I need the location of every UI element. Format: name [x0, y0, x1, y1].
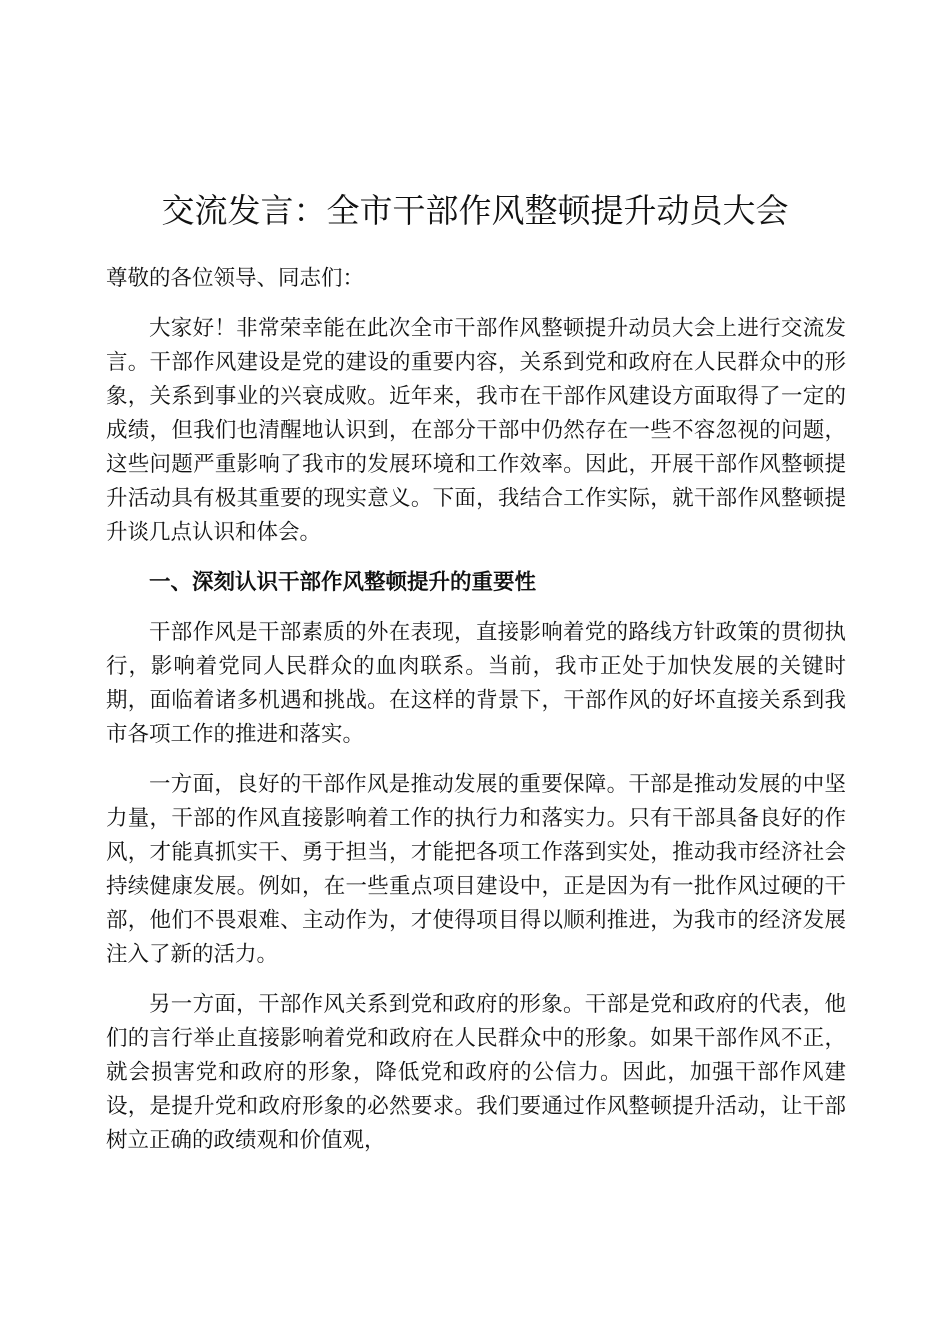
intro-paragraph: 大家好！非常荣幸能在此次全市干部作风整顿提升动员大会上进行交流发言。干部作风建设是党的建设的重要内容，关系到党和政府在人民群众中的形象，关系到事业的兴衰成败。近年来，我市在干部作风建设方面取得了一定的成绩，但我们也清醒地认识到，在部分干部中仍然存在一些不容忽视的问题，这些问题严重影响了我市的发展环境和工作效率。因此，开展干部作风整顿提升活动具有极其重要的现实意义。下面，我结合工作实际，就干部作风整顿提升谈几点认识和体会。 [106, 316, 846, 545]
section-heading: 一、深刻认识干部作风整顿提升的重要性 [149, 570, 537, 595]
document-title: 交流发言：全市干部作风整顿提升动员大会 [161, 191, 789, 230]
section-paragraph-3: 另一方面，干部作风关系到党和政府的形象。干部是党和政府的代表，他们的言行举止直接影响着党和政府在人民群众中的形象。如果干部作风不正，就会损害党和政府的形象，降低党和政府的公信力。因此，加强干部作风建设，是提升党和政府形象的必然要求。我们要通过作风整顿提升活动，让干部树立正确的政绩观和价值观， [106, 992, 846, 1153]
section-paragraph-1: 干部作风是干部素质的外在表现，直接影响着党的路线方针政策的贯彻执行，影响着党同人民群众的血肉联系。当前，我市正处于加快发展的关键时期，面临着诸多机遇和挑战。在这样的背景下，干部作风的好坏直接关系到我市各项工作的推进和落实。 [106, 620, 846, 747]
section-paragraph-2: 一方面，良好的干部作风是推动发展的重要保障。干部是推动发展的中坚力量，干部的作风直接影响着工作的执行力和落实力。只有干部具备良好的作风，才能真抓实干、勇于担当，才能把各项工作落到实处，推动我市经济社会持续健康发展。例如，在一些重点项目建设中，正是因为有一批作风过硬的干部，他们不畏艰难、主动作为，才使得项目得以顺利推进，为我市的经济发展注入了新的活力。 [106, 772, 846, 967]
salutation: 尊敬的各位领导、同志们： [106, 266, 365, 291]
document-body [106, 262, 846, 1174]
